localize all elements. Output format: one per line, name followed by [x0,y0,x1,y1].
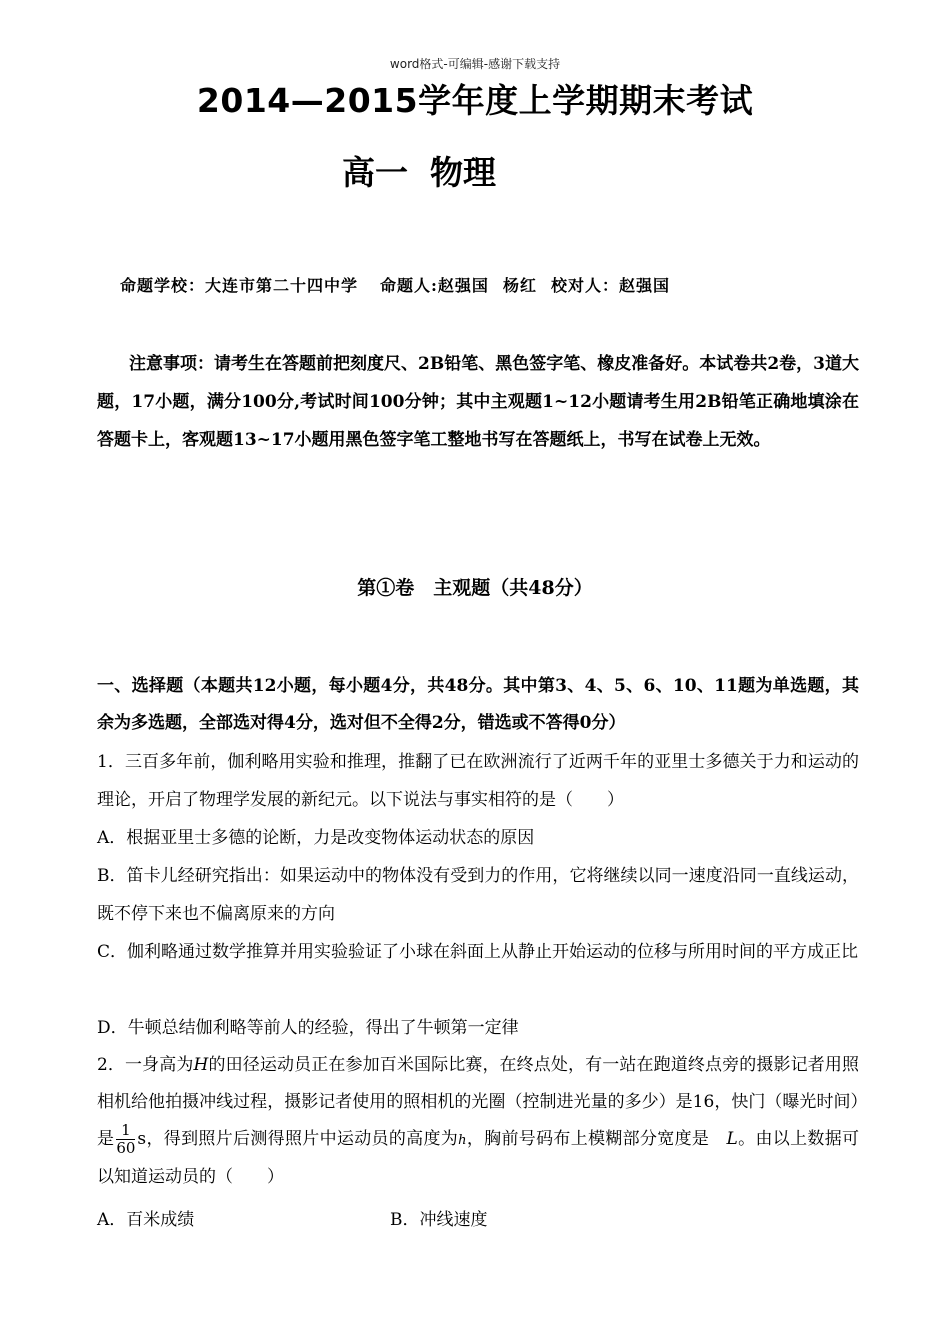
q2-text-3: ，得到照片后测得照片中运动员的高度为 [146,1129,459,1149]
q2-unit: s [137,1129,147,1149]
author-credit: 命题人:赵强国 [380,276,489,295]
question-1-option-b: B．笛卡儿经研究指出：如果运动中的物体没有受到力的作用，它将继续以同一速度沿同一直线运动，既不停下来也不偏离原来的方向 [97,866,859,924]
question-2-stem [97,1047,859,1196]
watermark-text: word格式-可编辑-感谢下载支持 [389,57,561,71]
grade-label: 高一 [342,153,408,192]
credits-line [120,273,670,296]
question-1-stem: 1．三百多年前，伽利略用实验和推理，推翻了已在欧洲流行了近两千年的亚里士多德关于力和运动的理论，开启了物理学发展的新纪元。以下说法与事实相符的是（ ） [97,752,859,810]
question-1-option-a: A．根据亚里士多德的论断，力是改变物体运动状态的原因 [97,828,535,848]
q2-var-h-lower: h [458,1133,467,1148]
q2-var-h-upper: H [193,1055,209,1075]
notice-paragraph: 注意事项：请考生在答题前把刻度尺、2B铅笔、黑色签字笔、橡皮准备好。本试卷共2卷，3道大题，17小题，满分100分,考试时间100分钟；其中主观题1~12小题请考生用2B铅笔正确地填涂在答题卡上，客观题13~17小题用黑色签字笔工整地书写在答题纸上，书写在试卷上无效。 [97,354,859,450]
question-2-option-b: B．冲线速度 [390,1210,488,1230]
q2-text-5: 。由以上数据可以知道运动员的（ ） [97,1129,860,1187]
exam-title: 2014—2015学年度上学期期末考试 [196,81,754,120]
checker-credit: 校对人：赵强国 [550,276,670,295]
exposure-fraction [116,1122,135,1157]
exam-subtitle [342,147,496,194]
fraction-numerator: 1 [116,1122,135,1140]
q2-text-2: 的田径运动员正在参加百米国际比赛，在终点处，有一站在跑道终点旁的摄影记者用照相机给他拍摄冲线过程，摄影记者使用的照相机的光圈（控制进光量的多少）是16，快门（曝光时间）是 [97,1055,859,1149]
fraction-denominator: 60 [116,1139,136,1157]
subject-label: 物理 [430,153,496,192]
section-heading: 第①卷 主观题（共48分） [357,577,593,599]
question-2-option-a: A．百米成绩 [97,1210,195,1230]
q2-text-4: ，胸前号码布上模糊部分宽度是 [466,1129,727,1149]
author2-credit: 杨红 [502,276,537,295]
q2-var-l: L [726,1129,738,1149]
question-1-option-c: C．伽利略通过数学推算并用实验验证了小球在斜面上从静止开始运动的位移与所用时间的平方成正比 [97,942,859,962]
part-one-title: 一、选择题（本题共12小题，每小题4分，共48分。其中第3、4、5、6、10、11题为单选题，其余为多选题，全部选对得4分，选对但不全得2分，错选或不答得0分） [97,676,859,733]
school-credit: 命题学校：大连市第二十四中学 [120,276,359,295]
q2-text-1: 2．一身高为 [97,1055,194,1075]
question-1-option-d: D．牛顿总结伽利略等前人的经验，得出了牛顿第一定律 [97,1018,519,1038]
